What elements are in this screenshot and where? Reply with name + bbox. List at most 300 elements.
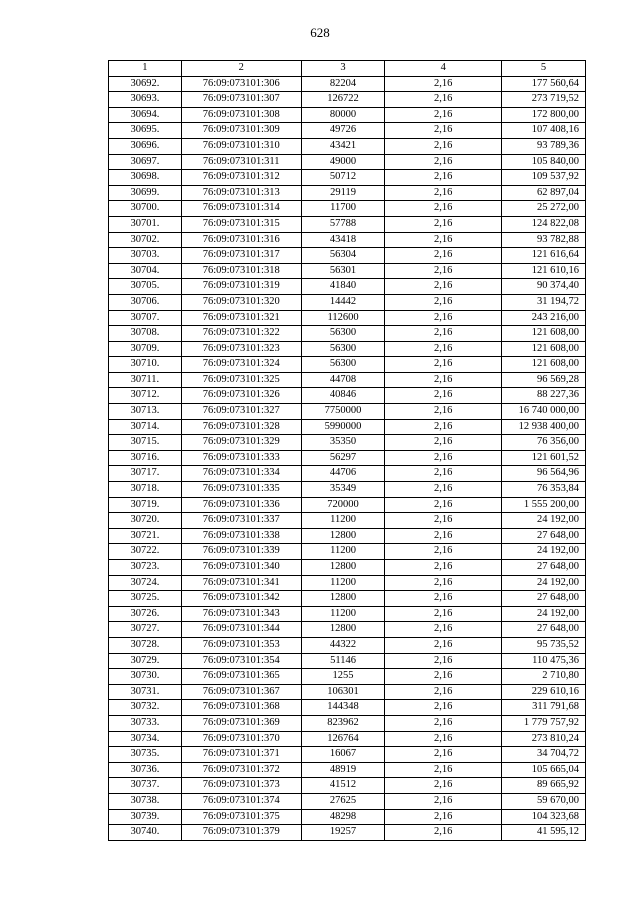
value-cell: 24 192,00 (502, 606, 586, 622)
area-cell: 11200 (301, 544, 385, 560)
table-row (109, 793, 586, 809)
value-cell: 107 408,16 (502, 123, 586, 139)
rate-cell: 2,16 (385, 809, 502, 825)
value-cell: 121 616,64 (502, 248, 586, 264)
row-number: 30705. (109, 279, 182, 295)
area-cell: 11200 (301, 575, 385, 591)
area-cell: 29119 (301, 185, 385, 201)
rate-cell: 2,16 (385, 419, 502, 435)
rate-cell: 2,16 (385, 341, 502, 357)
cadastral-number: 76:09:073101:372 (181, 762, 301, 778)
rate-cell: 2,16 (385, 575, 502, 591)
cadastral-number: 76:09:073101:327 (181, 404, 301, 420)
row-number: 30730. (109, 669, 182, 685)
table-row (109, 435, 586, 451)
row-number: 30720. (109, 513, 182, 529)
area-cell: 43418 (301, 232, 385, 248)
rate-cell: 2,16 (385, 216, 502, 232)
value-cell: 12 938 400,00 (502, 419, 586, 435)
cadastral-number: 76:09:073101:319 (181, 279, 301, 295)
rate-cell: 2,16 (385, 310, 502, 326)
row-number: 30693. (109, 92, 182, 108)
value-cell: 89 665,92 (502, 778, 586, 794)
rate-cell: 2,16 (385, 435, 502, 451)
table-row (109, 606, 586, 622)
table-row (109, 185, 586, 201)
value-cell: 90 374,40 (502, 279, 586, 295)
rate-cell: 2,16 (385, 279, 502, 295)
area-cell: 50712 (301, 170, 385, 186)
area-cell: 82204 (301, 76, 385, 92)
column-header-2: 2 (181, 61, 301, 77)
rate-cell: 2,16 (385, 747, 502, 763)
row-number: 30715. (109, 435, 182, 451)
rate-cell: 2,16 (385, 466, 502, 482)
area-cell: 56301 (301, 263, 385, 279)
column-header-4: 4 (385, 61, 502, 77)
cadastral-number: 76:09:073101:340 (181, 560, 301, 576)
table-row (109, 201, 586, 217)
table-row (109, 482, 586, 498)
rate-cell: 2,16 (385, 793, 502, 809)
value-cell: 311 791,68 (502, 700, 586, 716)
value-cell: 121 610,16 (502, 263, 586, 279)
table-row (109, 294, 586, 310)
row-number: 30721. (109, 528, 182, 544)
cadastral-number: 76:09:073101:308 (181, 107, 301, 123)
rate-cell: 2,16 (385, 138, 502, 154)
rate-cell: 2,16 (385, 482, 502, 498)
area-cell: 41512 (301, 778, 385, 794)
table-row (109, 170, 586, 186)
rate-cell: 2,16 (385, 388, 502, 404)
row-number: 30738. (109, 793, 182, 809)
row-number: 30694. (109, 107, 182, 123)
rate-cell: 2,16 (385, 92, 502, 108)
cadastral-number: 76:09:073101:307 (181, 92, 301, 108)
cadastral-number: 76:09:073101:375 (181, 809, 301, 825)
row-number: 30699. (109, 185, 182, 201)
value-cell: 121 608,00 (502, 357, 586, 373)
area-cell: 56300 (301, 357, 385, 373)
table-row (109, 637, 586, 653)
area-cell: 11700 (301, 201, 385, 217)
table-row (109, 92, 586, 108)
value-cell: 59 670,00 (502, 793, 586, 809)
area-cell: 56300 (301, 341, 385, 357)
rate-cell: 2,16 (385, 606, 502, 622)
table-row (109, 560, 586, 576)
table-row (109, 419, 586, 435)
table-row (109, 372, 586, 388)
cadastral-number: 76:09:073101:333 (181, 450, 301, 466)
rate-cell: 2,16 (385, 622, 502, 638)
value-cell: 27 648,00 (502, 528, 586, 544)
row-number: 30725. (109, 591, 182, 607)
area-cell: 44322 (301, 637, 385, 653)
data-table (108, 60, 586, 841)
row-number: 30718. (109, 482, 182, 498)
area-cell: 56300 (301, 326, 385, 342)
row-number: 30696. (109, 138, 182, 154)
cadastral-number: 76:09:073101:338 (181, 528, 301, 544)
table-header (109, 61, 586, 77)
cadastral-number: 76:09:073101:336 (181, 497, 301, 513)
table-row (109, 326, 586, 342)
row-number: 30711. (109, 372, 182, 388)
row-number: 30702. (109, 232, 182, 248)
value-cell: 273 719,52 (502, 92, 586, 108)
row-number: 30728. (109, 637, 182, 653)
table-row (109, 591, 586, 607)
cadastral-number: 76:09:073101:354 (181, 653, 301, 669)
rate-cell: 2,16 (385, 762, 502, 778)
cadastral-number: 76:09:073101:342 (181, 591, 301, 607)
table-row (109, 513, 586, 529)
value-cell: 34 704,72 (502, 747, 586, 763)
value-cell: 1 555 200,00 (502, 497, 586, 513)
rate-cell: 2,16 (385, 669, 502, 685)
rate-cell: 2,16 (385, 591, 502, 607)
value-cell: 88 227,36 (502, 388, 586, 404)
rate-cell: 2,16 (385, 731, 502, 747)
area-cell: 48298 (301, 809, 385, 825)
cadastral-number: 76:09:073101:370 (181, 731, 301, 747)
rate-cell: 2,16 (385, 263, 502, 279)
row-number: 30704. (109, 263, 182, 279)
row-number: 30708. (109, 326, 182, 342)
value-cell: 27 648,00 (502, 622, 586, 638)
rate-cell: 2,16 (385, 684, 502, 700)
row-number: 30729. (109, 653, 182, 669)
cadastral-number: 76:09:073101:323 (181, 341, 301, 357)
table-row (109, 575, 586, 591)
cadastral-number: 76:09:073101:316 (181, 232, 301, 248)
row-number: 30734. (109, 731, 182, 747)
table-row (109, 669, 586, 685)
row-number: 30736. (109, 762, 182, 778)
header-row (109, 61, 586, 77)
cadastral-number: 76:09:073101:335 (181, 482, 301, 498)
area-cell: 41840 (301, 279, 385, 295)
table-row (109, 622, 586, 638)
area-cell: 720000 (301, 497, 385, 513)
page-number: 628 (310, 25, 330, 40)
area-cell: 51146 (301, 653, 385, 669)
area-cell: 126722 (301, 92, 385, 108)
rate-cell: 2,16 (385, 513, 502, 529)
rate-cell: 2,16 (385, 248, 502, 264)
area-cell: 35350 (301, 435, 385, 451)
area-cell: 823962 (301, 715, 385, 731)
table-row (109, 450, 586, 466)
rate-cell: 2,16 (385, 560, 502, 576)
value-cell: 62 897,04 (502, 185, 586, 201)
row-number: 30727. (109, 622, 182, 638)
table-row (109, 263, 586, 279)
rate-cell: 2,16 (385, 232, 502, 248)
table-row (109, 123, 586, 139)
table-row (109, 778, 586, 794)
row-number: 30739. (109, 809, 182, 825)
table-row (109, 747, 586, 763)
cadastral-number: 76:09:073101:311 (181, 154, 301, 170)
rate-cell: 2,16 (385, 326, 502, 342)
cadastral-number: 76:09:073101:365 (181, 669, 301, 685)
area-cell: 19257 (301, 825, 385, 841)
value-cell: 121 608,00 (502, 326, 586, 342)
cadastral-number: 76:09:073101:306 (181, 76, 301, 92)
rate-cell: 2,16 (385, 372, 502, 388)
row-number: 30695. (109, 123, 182, 139)
value-cell: 105 665,04 (502, 762, 586, 778)
value-cell: 24 192,00 (502, 544, 586, 560)
cadastral-number: 76:09:073101:334 (181, 466, 301, 482)
row-number: 30706. (109, 294, 182, 310)
cadastral-number: 76:09:073101:343 (181, 606, 301, 622)
rate-cell: 2,16 (385, 637, 502, 653)
row-number: 30714. (109, 419, 182, 435)
table-row (109, 762, 586, 778)
table-row (109, 653, 586, 669)
cadastral-number: 76:09:073101:326 (181, 388, 301, 404)
table-row (109, 216, 586, 232)
value-cell: 2 710,80 (502, 669, 586, 685)
row-number: 30698. (109, 170, 182, 186)
column-header-3: 3 (301, 61, 385, 77)
area-cell: 43421 (301, 138, 385, 154)
area-cell: 16067 (301, 747, 385, 763)
rate-cell: 2,16 (385, 170, 502, 186)
value-cell: 273 810,24 (502, 731, 586, 747)
cadastral-number: 76:09:073101:344 (181, 622, 301, 638)
table-row (109, 684, 586, 700)
row-number: 30735. (109, 747, 182, 763)
row-number: 30723. (109, 560, 182, 576)
rate-cell: 2,16 (385, 528, 502, 544)
value-cell: 121 601,52 (502, 450, 586, 466)
row-number: 30716. (109, 450, 182, 466)
rate-cell: 2,16 (385, 154, 502, 170)
area-cell: 12800 (301, 591, 385, 607)
table-row (109, 825, 586, 841)
area-cell: 144348 (301, 700, 385, 716)
area-cell: 49726 (301, 123, 385, 139)
cadastral-number: 76:09:073101:310 (181, 138, 301, 154)
area-cell: 12800 (301, 528, 385, 544)
value-cell: 177 560,64 (502, 76, 586, 92)
rate-cell: 2,16 (385, 185, 502, 201)
table-row (109, 279, 586, 295)
row-number: 30717. (109, 466, 182, 482)
table-row (109, 388, 586, 404)
table-row (109, 497, 586, 513)
value-cell: 104 323,68 (502, 809, 586, 825)
table-row (109, 232, 586, 248)
rate-cell: 2,16 (385, 715, 502, 731)
table-row (109, 715, 586, 731)
cadastral-number: 76:09:073101:329 (181, 435, 301, 451)
rate-cell: 2,16 (385, 357, 502, 373)
rate-cell: 2,16 (385, 107, 502, 123)
table-row (109, 544, 586, 560)
row-number: 30692. (109, 76, 182, 92)
rate-cell: 2,16 (385, 653, 502, 669)
cadastral-number: 76:09:073101:339 (181, 544, 301, 560)
row-number: 30709. (109, 341, 182, 357)
area-cell: 27625 (301, 793, 385, 809)
area-cell: 5990000 (301, 419, 385, 435)
area-cell: 44708 (301, 372, 385, 388)
row-number: 30719. (109, 497, 182, 513)
table-row (109, 341, 586, 357)
column-header-1: 1 (109, 61, 182, 77)
rate-cell: 2,16 (385, 450, 502, 466)
cadastral-number: 76:09:073101:353 (181, 637, 301, 653)
value-cell: 24 192,00 (502, 513, 586, 529)
row-number: 30726. (109, 606, 182, 622)
rate-cell: 2,16 (385, 123, 502, 139)
rate-cell: 2,16 (385, 825, 502, 841)
table-row (109, 528, 586, 544)
table-row (109, 404, 586, 420)
area-cell: 126764 (301, 731, 385, 747)
table-row (109, 700, 586, 716)
rate-cell: 2,16 (385, 778, 502, 794)
value-cell: 25 272,00 (502, 201, 586, 217)
area-cell: 12800 (301, 622, 385, 638)
row-number: 30700. (109, 201, 182, 217)
cadastral-number: 76:09:073101:374 (181, 793, 301, 809)
cadastral-number: 76:09:073101:337 (181, 513, 301, 529)
value-cell: 27 648,00 (502, 591, 586, 607)
table-row (109, 466, 586, 482)
value-cell: 96 569,28 (502, 372, 586, 388)
cadastral-number: 76:09:073101:312 (181, 170, 301, 186)
cadastral-number: 76:09:073101:367 (181, 684, 301, 700)
value-cell: 110 475,36 (502, 653, 586, 669)
table-row (109, 357, 586, 373)
area-cell: 106301 (301, 684, 385, 700)
column-header-5: 5 (502, 61, 586, 77)
area-cell: 35349 (301, 482, 385, 498)
table-row (109, 107, 586, 123)
row-number: 30740. (109, 825, 182, 841)
area-cell: 56304 (301, 248, 385, 264)
cadastral-number: 76:09:073101:328 (181, 419, 301, 435)
value-cell: 121 608,00 (502, 341, 586, 357)
cadastral-number: 76:09:073101:321 (181, 310, 301, 326)
value-cell: 76 356,00 (502, 435, 586, 451)
value-cell: 109 537,92 (502, 170, 586, 186)
area-cell: 11200 (301, 606, 385, 622)
value-cell: 76 353,84 (502, 482, 586, 498)
cadastral-number: 76:09:073101:324 (181, 357, 301, 373)
value-cell: 24 192,00 (502, 575, 586, 591)
value-cell: 96 564,96 (502, 466, 586, 482)
area-cell: 49000 (301, 154, 385, 170)
cadastral-number: 76:09:073101:314 (181, 201, 301, 217)
area-cell: 112600 (301, 310, 385, 326)
cadastral-number: 76:09:073101:325 (181, 372, 301, 388)
table-row (109, 310, 586, 326)
table-row (109, 154, 586, 170)
value-cell: 93 789,36 (502, 138, 586, 154)
table-row (109, 809, 586, 825)
area-cell: 40846 (301, 388, 385, 404)
row-number: 30697. (109, 154, 182, 170)
row-number: 30701. (109, 216, 182, 232)
area-cell: 48919 (301, 762, 385, 778)
cadastral-number: 76:09:073101:320 (181, 294, 301, 310)
rate-cell: 2,16 (385, 404, 502, 420)
area-cell: 56297 (301, 450, 385, 466)
row-number: 30731. (109, 684, 182, 700)
cadastral-number: 76:09:073101:313 (181, 185, 301, 201)
table-row (109, 731, 586, 747)
area-cell: 1255 (301, 669, 385, 685)
row-number: 30732. (109, 700, 182, 716)
row-number: 30712. (109, 388, 182, 404)
area-cell: 44706 (301, 466, 385, 482)
area-cell: 14442 (301, 294, 385, 310)
rate-cell: 2,16 (385, 544, 502, 560)
cadastral-number: 76:09:073101:318 (181, 263, 301, 279)
value-cell: 31 194,72 (502, 294, 586, 310)
value-cell: 229 610,16 (502, 684, 586, 700)
rate-cell: 2,16 (385, 76, 502, 92)
value-cell: 95 735,52 (502, 637, 586, 653)
value-cell: 243 216,00 (502, 310, 586, 326)
cadastral-number: 76:09:073101:379 (181, 825, 301, 841)
rate-cell: 2,16 (385, 294, 502, 310)
cadastral-number: 76:09:073101:309 (181, 123, 301, 139)
value-cell: 172 800,00 (502, 107, 586, 123)
value-cell: 93 782,88 (502, 232, 586, 248)
table-row (109, 76, 586, 92)
area-cell: 7750000 (301, 404, 385, 420)
cadastral-number: 76:09:073101:369 (181, 715, 301, 731)
cadastral-number: 76:09:073101:373 (181, 778, 301, 794)
value-cell: 16 740 000,00 (502, 404, 586, 420)
row-number: 30733. (109, 715, 182, 731)
rate-cell: 2,16 (385, 201, 502, 217)
value-cell: 124 822,08 (502, 216, 586, 232)
row-number: 30707. (109, 310, 182, 326)
value-cell: 27 648,00 (502, 560, 586, 576)
cadastral-number: 76:09:073101:315 (181, 216, 301, 232)
table-row (109, 138, 586, 154)
row-number: 30724. (109, 575, 182, 591)
area-cell: 80000 (301, 107, 385, 123)
cadastral-number: 76:09:073101:368 (181, 700, 301, 716)
row-number: 30703. (109, 248, 182, 264)
rate-cell: 2,16 (385, 497, 502, 513)
area-cell: 57788 (301, 216, 385, 232)
row-number: 30737. (109, 778, 182, 794)
value-cell: 41 595,12 (502, 825, 586, 841)
area-cell: 11200 (301, 513, 385, 529)
cadastral-number: 76:09:073101:322 (181, 326, 301, 342)
table-row (109, 248, 586, 264)
rate-cell: 2,16 (385, 700, 502, 716)
value-cell: 1 779 757,92 (502, 715, 586, 731)
row-number: 30710. (109, 357, 182, 373)
cadastral-number: 76:09:073101:341 (181, 575, 301, 591)
value-cell: 105 840,00 (502, 154, 586, 170)
table-body (109, 76, 586, 840)
area-cell: 12800 (301, 560, 385, 576)
